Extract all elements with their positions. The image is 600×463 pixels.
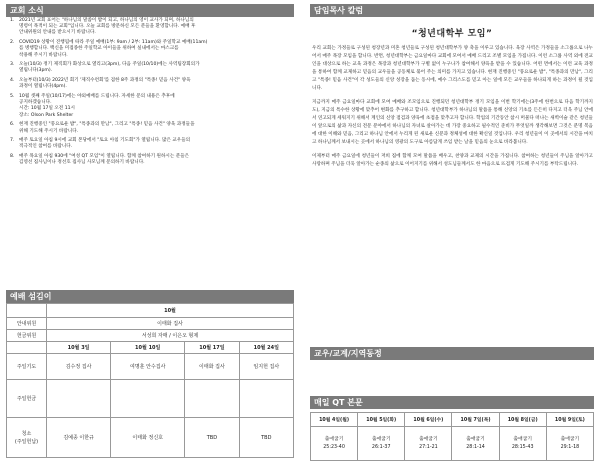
qt-book: 출애굽기 bbox=[324, 436, 344, 442]
usher-value: 이태화 집사 bbox=[47, 318, 294, 330]
qt-book: 출애굽기 bbox=[419, 436, 438, 442]
table-corner-2 bbox=[7, 342, 47, 354]
cleaning-cell: 이태화 정신호 bbox=[111, 418, 185, 458]
offering-duty-cell bbox=[239, 380, 293, 418]
qt-book: 출애굽기 bbox=[466, 436, 485, 442]
cleaning-cell: TBD bbox=[239, 418, 293, 458]
qt-date: 10월 5일(화) bbox=[358, 413, 405, 427]
announcement-item bbox=[6, 78, 294, 90]
column-paragraph-1: 우리 교회는 가정들로 구성된 청장년과 미혼 청년들로 구성된 청년대학부가 양 축을 이루고 있습니다. 육장 사역은 가정들을 소그룹으로 나누어서 매주 목장 모임을 합니다. 반면, 청년대학부는 금요일마다 교회에 모여서 예배 드리고 조별 모임을 가집니다. 이런 소그룹 사역 외에 전교인을 대상으로 하는 교육 과정은 목장과 청년대학부가 구별 없이 누구나가 참여해서 양육을 받을 수 있습니다. 어떤 면에서는 이런 교육 과정을 통하여 함께 교제하고 믿음의 교우들을 공동체로 묶어 주는 의미를 가지고 있습니다. 현재 진행중인 "풍요로운 밥", "특종과의 만남", 그리고 "특종! 믿음 사건"이 각 성도들의 신앙 성장을 돕는 동시에, 예수 그리스도를 믿고 아는 일에 모든 교우들을 하나되게 하는 과정이 될 것입니다. bbox=[312, 46, 593, 91]
announcement-line: 장소: Olson Park Shelter bbox=[19, 112, 74, 118]
offering-label: 헌금위원 bbox=[7, 330, 47, 342]
announcement-text bbox=[19, 18, 294, 37]
qt-ref: 28:15-43 bbox=[511, 444, 534, 450]
qt-header bbox=[310, 396, 594, 409]
offering-duty-cell bbox=[111, 380, 185, 418]
announcement-line: 매주 목요일 아침 930에 "여성 QT 모임"이 열립니다. 함께 참여하기 원하시는 분들은 bbox=[19, 154, 190, 160]
community-header bbox=[310, 347, 594, 360]
announcement-line: 오늘(10/3) 정기 제직회가 화상으로 열리고(3pm), 다음 주일(10/10)에는 사역팀장회의가 bbox=[19, 62, 200, 68]
qt-date: 10월 6일(수) bbox=[405, 413, 452, 427]
announcement-line: 2021년 교회 표어는 "하나님의 말씀이 밥이 되고, 하나님의 영이 교사가 되며, 하나님의 bbox=[19, 18, 194, 23]
column-paragraph-3: 이제부터 매주 금요일에 청년들이 저희 집에 함께 모여 말씀을 배우고, 찬양과 교제의 시간을 가집니다. 참여하는 청년들이 주님을 알아가고 사랑하며 주님을 더욱 알아가는 순종의 삶으로 이어지기를 위해서 성도님들께서도 한 마음으로 뜨겁게 기도해 주시기를 부탁드립니다. bbox=[312, 154, 593, 167]
announcement-line: 시간: 10월 17일 오전 11시 bbox=[19, 106, 75, 112]
announcement-number: 1. bbox=[10, 18, 15, 23]
qt-date: 10월 9일(토) bbox=[546, 413, 593, 427]
announcement-line: 명령이 목적이 되는 교회"입니다. 오늘 교회를 방문하신 모든 분들을 환영합니다. 예배 후 bbox=[19, 24, 196, 30]
announcement-text bbox=[19, 138, 294, 150]
cleaning-label bbox=[7, 418, 47, 458]
qt-date: 10월 7일(목) bbox=[452, 413, 499, 427]
qt-title: 매일 QT 본문 bbox=[314, 398, 363, 407]
qt-book: 출애굽기 bbox=[371, 436, 391, 442]
worship-table bbox=[6, 303, 294, 458]
worship-header bbox=[6, 290, 294, 303]
prayer-cell: 이태화 집사 bbox=[185, 354, 239, 380]
date-header: 10월 17일 bbox=[185, 342, 239, 354]
column-header bbox=[310, 4, 594, 17]
announcement-line: 오늘부터(10/3) 2022년 회기 '제직수련회'를 겸한 8주 과정의 "특종! 믿음 사건" 양육 bbox=[19, 78, 191, 84]
qt-date: 10월 4일(월) bbox=[311, 413, 358, 427]
announcement-text bbox=[19, 78, 294, 90]
announcement-item bbox=[6, 18, 294, 37]
announcements-title: 교회 소식 bbox=[10, 6, 44, 15]
announcement-line: 김영선 집사님이나 정선호 집사님 사모님께 문의하기 바랍니다. bbox=[19, 160, 145, 166]
offering-duty-cell bbox=[47, 380, 111, 418]
announcement-line: 매주 토요일 아침 9시에 교회 본당에서 "토요 아침 기도회"가 열립니다. 많은 교우들의 bbox=[19, 138, 191, 144]
table-corner bbox=[7, 304, 47, 318]
column-title: “청년대학부 모임” bbox=[411, 29, 493, 39]
announcement-line: 착용해 주시기 바랍니다. bbox=[19, 52, 68, 58]
announcement-text bbox=[19, 122, 294, 134]
qt-table bbox=[310, 412, 594, 461]
qt-ref: 27:1-21 bbox=[419, 444, 438, 450]
offering-duty-cell bbox=[185, 380, 239, 418]
announcement-line: 열립니다(3pm). bbox=[19, 68, 53, 74]
cleaning-cell: TBD bbox=[185, 418, 239, 458]
column-body bbox=[312, 45, 593, 175]
offering-value: 서성희 자매 / 이은오 형제 bbox=[47, 330, 294, 342]
worship-title: 예배 섬김이 bbox=[10, 292, 52, 301]
qt-ref: 29:1-18 bbox=[560, 444, 580, 450]
cleaning-label-text: 청소 (주일헌납) bbox=[14, 430, 39, 445]
qt-ref: 26:1-37 bbox=[371, 444, 391, 450]
usher-label: 안내위원 bbox=[7, 318, 47, 330]
announcement-text bbox=[19, 154, 294, 166]
announcement-item bbox=[6, 154, 294, 166]
announcement-line: 위해 기도해 주시기 바랍니다. bbox=[19, 128, 79, 134]
announcement-item bbox=[6, 138, 294, 150]
announcement-item bbox=[6, 40, 294, 59]
announcement-line: 안내위원의 안내를 받으시기 바랍니다. bbox=[19, 30, 96, 36]
qt-book: 출애굽기 bbox=[560, 436, 580, 442]
announcement-line: 적극적인 참여를 바랍니다. bbox=[19, 144, 73, 150]
announcement-line: COVID19 상황이 진행됨에 따라 주일 예배(1부: 9am / 2부: 11am)와 주일학교 예배(11am) bbox=[19, 40, 208, 46]
announcement-number: 6. bbox=[10, 122, 15, 128]
cleaning-cell: 김예종 이한규 bbox=[47, 418, 111, 458]
month-header: 10월 bbox=[47, 304, 294, 318]
date-header: 10월 24일 bbox=[239, 342, 293, 354]
qt-book: 출애굽기 bbox=[513, 436, 532, 442]
announcement-item bbox=[6, 94, 294, 119]
date-header: 10월 3일 bbox=[47, 342, 111, 354]
column-section-title: 담임목사 칼럼 bbox=[314, 6, 364, 15]
announcement-number: 5. bbox=[10, 94, 15, 100]
announcements-header bbox=[6, 4, 294, 17]
announcement-text bbox=[19, 94, 294, 119]
date-header: 10월 10일 bbox=[111, 342, 185, 354]
prayer-cell: 임지헌 집사 bbox=[239, 354, 293, 380]
announcement-item bbox=[6, 62, 294, 74]
announcement-number: 7. bbox=[10, 138, 15, 144]
announcement-number: 2. bbox=[10, 40, 15, 46]
qt-passage bbox=[546, 427, 593, 461]
qt-passage bbox=[499, 427, 546, 461]
announcement-line: 를 병행합니다. 백신을 미접종한 주일학교 아이들을 위하여 실내에서는 마스크를 bbox=[19, 46, 179, 52]
column-paragraph-2: 지금까지 매주 금요일마다 교회에 모여 예배와 조모임으로 진행되던 청년대학부 정기 모임을 이번 학기에는(3주에 한번으로 다음 학기까지도), 지금의 특수한 상황에 맞추어 변화를 추구하고 합니다. 청년대학부가 하나님의 말씀을 통해 신앙의 기초를 든든히 다지고 더욱 주님 안에서 연고되게 세워지기 위해서 계인의 신앙 점검과 양육에 초점을 맞추고자 합니다. 학업의 기간동안 참시 머물다 떠나는 새벽이슬 같은 청년들이 앞으로의 삶과 자신의 전문 분야에서 하나님의 자녀로 살아가는 데 가장 중요하고 필수적인 준비가 무엇일까 생각해보면 그것은 분명 복음에 대한 이해와 믿음, 그리고 하나님 안에서 누리게 된 새로운 신분과 정체성에 대한 확신일 것입니다. 우리 청년들이 이 곳에서의 시간을 마치고 하나님께서 보내시는 곳에서 하나님의 영광의 도구로 아름답게 쓰임 받는 날을 믿음의 눈으로 바라봅니다. bbox=[312, 100, 593, 145]
qt-ref: 28:1-14 bbox=[466, 444, 485, 450]
community-title: 교우/교계/지역동정 bbox=[314, 349, 382, 358]
announcement-line: 과정이 열립니다(4pm). bbox=[19, 84, 67, 90]
qt-passage bbox=[405, 427, 452, 461]
offering-duty-label: 주일헌금 bbox=[7, 380, 47, 418]
prayer-cell: 김수정 집사 bbox=[47, 354, 111, 380]
qt-ref: 25:23-40 bbox=[323, 444, 345, 450]
announcement-line: 공지하겠습니다. bbox=[19, 100, 52, 106]
announcement-item bbox=[6, 122, 294, 134]
announcement-text bbox=[19, 62, 294, 74]
announcement-line: 10월 셋째 주일(10/17)에는 야외예배를 드립니다. 자세한 문의 내용은 추후에 bbox=[19, 94, 175, 100]
announcement-line: 현재 진행중인 "풍요로운 밥", "특종과의 만남", 그리고 "특종! 믿음 사건" 양육 과정들을 bbox=[19, 122, 195, 128]
qt-passage bbox=[358, 427, 405, 461]
announcement-text bbox=[19, 40, 294, 59]
prayer-cell: 여명훈 안수집사 bbox=[111, 354, 185, 380]
announcement-number: 8. bbox=[10, 154, 15, 160]
announcement-number: 4. bbox=[10, 78, 15, 84]
prayer-label: 주일기도 bbox=[7, 354, 47, 380]
announcement-number: 3. bbox=[10, 62, 15, 68]
announcements-list bbox=[6, 18, 294, 170]
qt-passage bbox=[311, 427, 358, 461]
qt-passage bbox=[452, 427, 499, 461]
qt-date: 10월 8일(금) bbox=[499, 413, 546, 427]
